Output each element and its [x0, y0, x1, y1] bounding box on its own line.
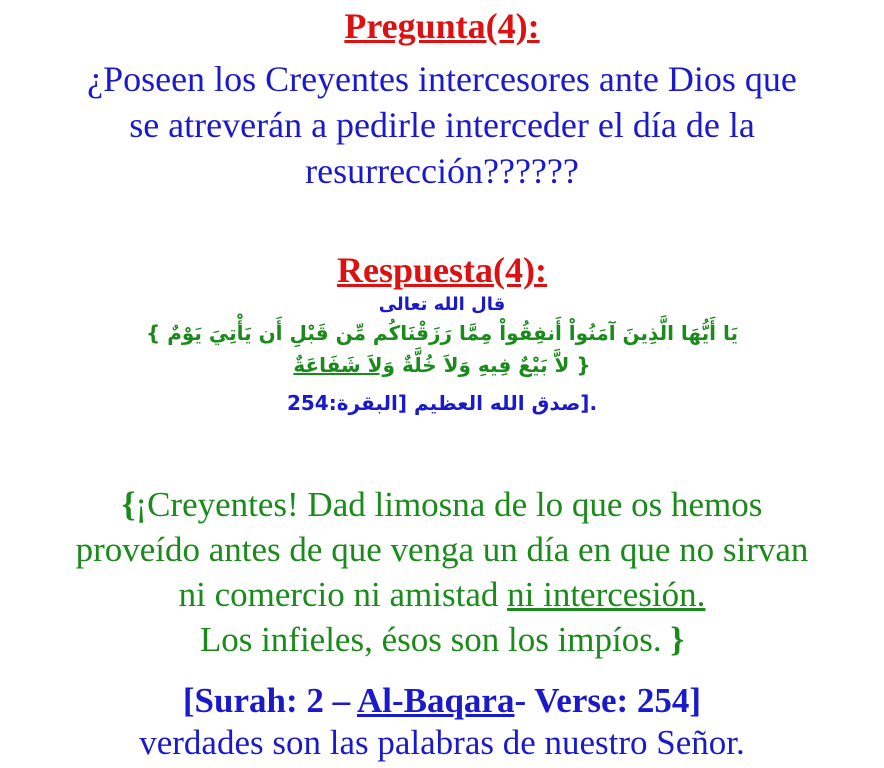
close-brace: } [670, 620, 685, 659]
translation-line-1-text: ¡Creyentes! Dad limosna de lo que os hemos [135, 485, 763, 524]
arabic-verse-line-1: يَا أَيُّهَا الَّذِينَ آمَنُواْ أَنفِقُواْ مِمَّا رَزَقْنَاكُم مِّن قَبْلِ أَن يَأْتِيَ يَوْمٌ } [146, 321, 738, 345]
translation-line-3 [0, 572, 884, 617]
arabic-source: .[صدق الله العظيم [البقرة:254 [286, 391, 598, 415]
arabic-verse-underlined-phrase: وَلاَ شَفَاعَةٌ [293, 353, 395, 377]
verse-citation [0, 680, 884, 722]
citation-prefix: [Surah: 2 – [182, 681, 357, 720]
question-line-1: ¿Poseen los Creyentes intercesores ante Dios que [87, 59, 797, 99]
citation-suffix: - Verse: 254] [514, 681, 702, 720]
arabic-intro: قال الله تعالى [378, 294, 506, 315]
closing-line: verdades son las palabras de nuestro Señor. [139, 723, 745, 762]
arabic-verse-line-2 [0, 350, 884, 380]
translation-line-2: proveído antes de que venga un día en que no sirvan [75, 530, 809, 569]
question-text [0, 56, 884, 194]
answer-heading: Respuesta(4): [337, 250, 547, 290]
translation-line-4 [0, 617, 884, 662]
arabic-verse-line-2-text: { لاَّ بَيْعٌ فِيهِ وَلاَ خُلَّةٌ [394, 353, 591, 377]
translation-underlined-phrase: ni intercesión. [507, 575, 706, 614]
translation-line-1 [0, 482, 884, 527]
translation-line-3-text: ni comercio ni amistad [178, 575, 508, 614]
open-brace: { [121, 485, 136, 524]
citation-surah-name: Al-Baqara [356, 681, 515, 720]
question-line-2: se atreverán a pedirle interceder el día de la [129, 105, 755, 145]
verse-translation [0, 482, 884, 662]
translation-line-4-text: Los infieles, ésos son los impíos. [199, 620, 671, 659]
question-heading: Pregunta(4): [344, 6, 540, 46]
question-line-3: resurrección?????? [305, 151, 579, 191]
